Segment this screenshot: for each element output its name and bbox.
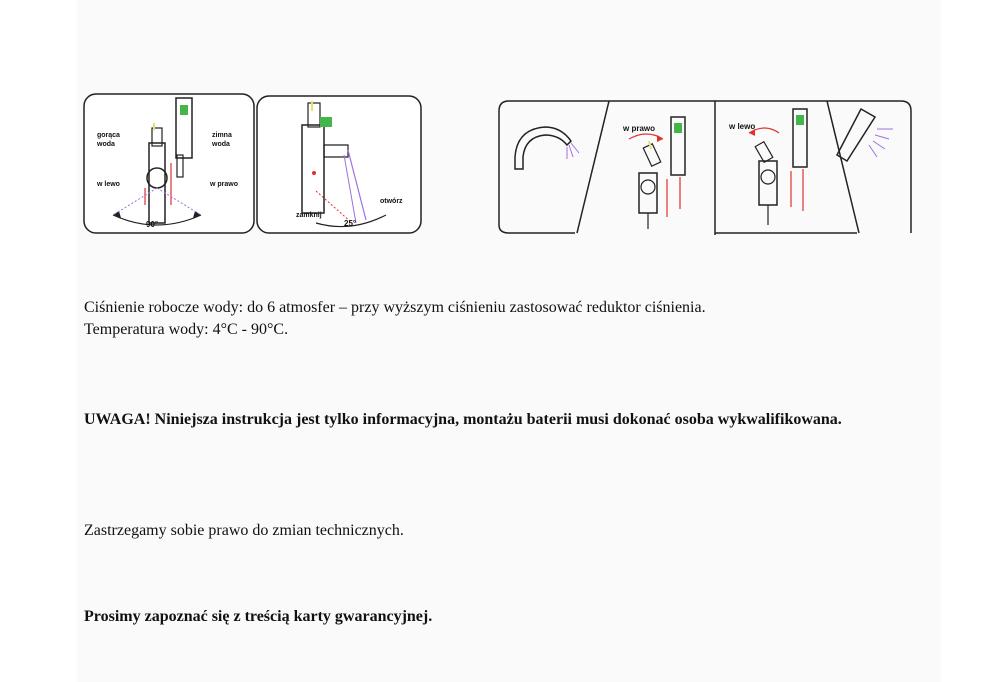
figure-temperature-panel [83, 93, 255, 235]
figure-diverter-panel [497, 99, 913, 235]
pressure-paragraph [84, 297, 926, 341]
rights-paragraph: Zastrzegamy sobie prawo do zmian technicznych. [84, 522, 404, 539]
spout-outline [515, 127, 571, 169]
panel-divider-1 [577, 101, 609, 233]
hot-water-label-1: gorąca [97, 132, 120, 139]
pressure-text: Ciśnienie robocze wody: do 6 atmosfer – przy wyższym ciśnieniu zastosować reduktor ciśnienia. [84, 299, 706, 316]
right-turn-label-2: w prawo [623, 124, 656, 133]
angle-90-label: 90° [146, 220, 159, 229]
temperature-text: Temperatura wody: 4°C - 90°C. [84, 321, 289, 338]
angle-25-label: 25° [344, 219, 357, 228]
warranty-paragraph: Prosimy zapoznać się z treścią karty gwarancyjnej. [84, 608, 433, 625]
close-label: zamknij [296, 212, 322, 219]
hand-shower-outline [837, 109, 875, 161]
warning-paragraph: UWAGA! Niniejsza instrukcja jest tylko informacyjna, montażu baterii musi dokonać osoba wykwalifikowana. [84, 411, 842, 428]
figure-flow-panel [256, 95, 422, 235]
hot-water-label-2: woda [97, 141, 115, 148]
left-turn-label: w lewo [97, 181, 120, 188]
right-turn-label: w prawo [210, 181, 239, 188]
cold-water-label-2: woda [212, 141, 230, 148]
open-label: otwórz [380, 198, 403, 205]
left-turn-label-2: w lewo [729, 122, 756, 131]
cold-water-label-1: zimna [212, 132, 232, 139]
